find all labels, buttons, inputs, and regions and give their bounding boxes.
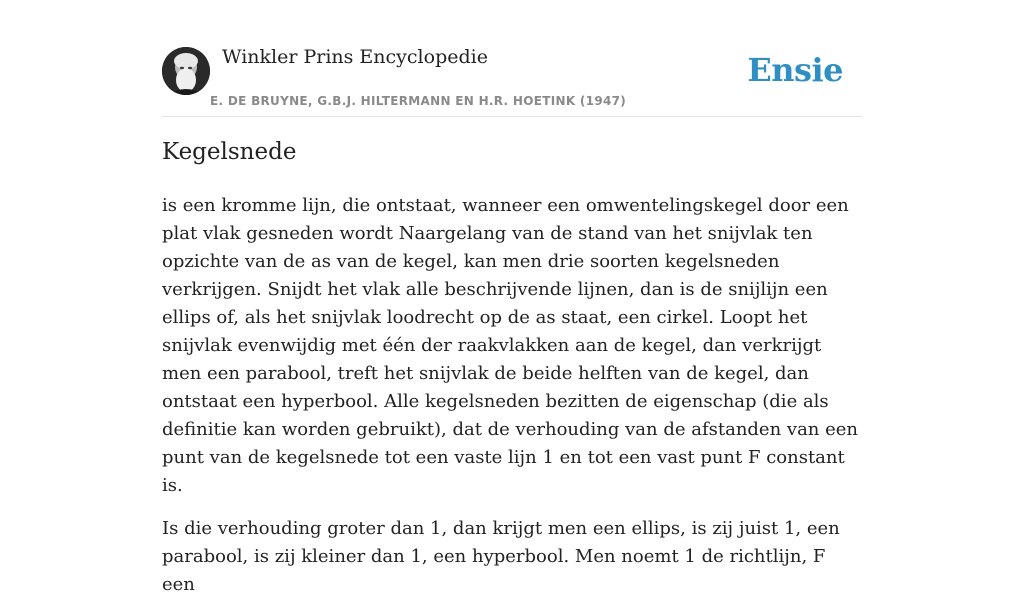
site-title[interactable]: Winkler Prins Encyclopedie — [222, 46, 488, 68]
article-paragraph: Is die verhouding groter dan 1, dan krijgt men een ellips, is zij juist 1, een parabool, is zij kleiner dan 1, een hyperbool. Men noemt 1 de richtlijn, F een — [162, 518, 840, 595]
authors-credit: E. DE BRUYNE, G.B.J. HILTERMANN EN H.R. HOETINK (1947) — [210, 94, 627, 108]
avatar[interactable] — [162, 47, 210, 95]
portrait-image — [162, 47, 210, 95]
brand-logo-link[interactable]: Ensie — [747, 51, 843, 89]
article-paragraph: is een kromme lijn, die ontstaat, wanneer een omwentelingskegel door een plat vlak gesneden wordt Naargelang van de stand van het snijvlak ten opzichte van de as van de kegel, kan men drie soorten kegelsneden verkrijgen. Snijdt het vlak alle beschrijvende lijnen, dan is de snijlijn een ellips of, als het snijvlak loodrecht op de as staat, een cirkel. Loopt het snijvlak evenwijdig met één der raakvlakken aan de kegel, dan verkrijgt men een parabool, treft het snijvlak de beide helften van de kegel, dan ontstaat een hyperbool. Alle kegelsneden bezitten de eigenschap (die als definitie kan worden gebruikt), dat de verhouding van de afstanden van een punt van de kegelsnede tot een vaste lijn 1 en tot een vast punt F constant is. — [162, 195, 859, 496]
article-title: Kegelsnede — [162, 139, 297, 165]
site-header — [162, 40, 862, 117]
article-body — [162, 192, 862, 614]
